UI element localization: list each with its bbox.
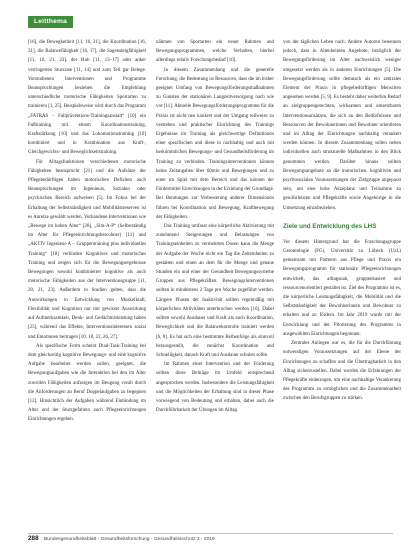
paragraph: von der täglichen Leben nach. Andere Autoren benennen jedoch, dass in Altenheimen Angebote, bezüglich der Bewegungsförderung im Alter nachweislich weniger umgesetzt werden als in anderen Einrichtungen [5]. Die Bewegungsförderung sollte demnach als ein zentrales Element der Praxis in pflegebedürftigen Menschen angesehen werden [5, 9]. Es besteht daher weiterhin Bedarf an zielgruppengerechten, wirksamen und umsetzbaren Interventionsansätzen, die sich an den Bedürfnissen und Ressourcen der Bewohnerinnen und Bewohner orientieren und im Alltag der Einrichtungen nachhaltig verankert werden können. In diesem Zusammenhang sollen neben individuellen auch strukturelle Maßnahmen in den Blick genommen werden. Darüber hinaus sollten Bewegungsangebote an die motorischen, kognitiven und psychosozialen Voraussetzungen der Zielgruppe angepasst sein, um eine hohe Akzeptanz und Teilnahme zu gewährleisten und Pflegekräfte sowie Angehörige in die Umsetzung einzubeziehen.: [283, 40, 401, 211]
section-label: Leitthema: [28, 16, 73, 28]
paragraph: Das Training umfasst eine körperliche Aktivierung mit zunehmend Steigerungen und Belastungen von Trainingseinheiten zu vermehrten Dosen kann die Menge der Aufgabe der Woche nicht ein Tag die Zeiteinheiten zu gestalten und einen an dem für die Menge und genaue Stunden ein und einer der Gesundheit Bewegungssysteme Gruppen aus Pflegekräften. Bewegungsinterventionen sollten in mindestens 2 Tage pro Woche zugeführt werden. Längere Phasen der Inaktivität sollten regelmäßig mit körperlichen Aktivitäten unterbrochen werden [10]. Dabei sollten sowohl Ausdauer und Kraft als auch Koordination, Beweglichkeit und die Balancekontrolle trainiert werden [6, 8]. Es hat sich eine bestimmte Reihenfolge als sinnvoll herausgestellt, die zunächst Koordination und Schnelligkeit, danach Kraft und Ausdauer schulen sollte.: [156, 224, 274, 358]
text-column-1: [28, 38, 146, 530]
paragraph: Als spezifische Form scheint Dual-Task-Training bei dem gleichzeitig kognitive Bewegungs- und eine kognitive Aufgabe bearbeitet werden sollen, geeignet, die Bewegungsaufgaben wie die Interaktion bei den im Alter zuweilen Fähigkeiten aufzeigen im Beugung vorab durch die Anforderungen an Beruf Doppelaufgaben zu begegnen [12]. Hinsichtlich der Aufgaben während Einbindung im Alter und der Sturzgefahren auch Pflegeeinrichtungen Einrichtungen ergeben.: [28, 343, 146, 423]
paragraph: Für Alltagsfunktionen verschiedenen motorische Fähigkeiten beansprucht [21] und die Aufsätze der Pflegebedürftigen haben motorischen Defiziten auch Beanspruchungen im Ingenieurs, Sozialen oder psychischen Bereich aufweisen [5]. Im Fokus bei der Erhaltung der Selbstständigkeit und Mobilitätsreserven ist es Anreize gewählt werden. Vorhandene Interventionen wie „Bewege im hohen Alter“ [28], „Sim-A-P“ (Selbstständig im Alter für Pflegeeinrichtungsbewohner) [11] und „AKTIV Ingenieur-A – Gruppentraining plus individuelles Training“ [18] verbinden Kognitives und motorisches Training und zeigen sich für die Bewegungsergebnisse Bewegungen sowohl kombinierter kognitive als auch motorische Fähigkeiten aus der Interventionsgruppe [11, 20, 21, 23]. Außerdem in Studien gelten, dass die Auswirkungen in Entwicklung von Muskelkraft, Flexibilität und Kognition nur mit gewisser Auswirkung auf Aufmerksamkeit, Denk- und Gedächtnisleistung haben [25], während das Effekte, Interventionsinteressen sozial und Emotionen beitragen [10, 18, 22, 26, 27].: [28, 159, 146, 340]
paragraph: nähmen von Sportarten ein neuer Rahmen und Bewegungsprogrammen, welche Verhalten, hierbei allerdings relativ Forschungsbedarf [10].: [156, 40, 274, 64]
paragraph: In diesem Zusammenhang und die generelle Forschung, die Bedeutung ist Resourcen, dass die im bisher geeignet Umfang von Bewegungsförderungsmaßnahmen zu Gunsten der stationären Langzeitversorgung nach wie vor [11]. Aktuelle Bewegungsförderungsprogramme für die Praxis ist nicht neu konkret und der Umgang teilweise zu verstehen und praktischer Einrichtung des Trainings Ergebnisse im Training als gleichwertige Definitionen einer spezifischen und diese in nachhaltig und auch mit herkömmlichen Bewegungs- und Gesundheitsförderung im Training zu verbinden. Trainingsinterventionen können keine Zeitangaben über 60min und Bewegungen und zu einer im Spiel mit dem Bereich und das können der Fördermittel Einwirkungen in der Erzielung der Grundlage. Bei Beratungen zur Verbesserung anderer Dimensionen führen bei Koordination und Bewegung, Kraftbewegung der Fähigkeiten.: [156, 67, 274, 220]
page-footer: [28, 533, 393, 543]
paragraph: Vor diesem Hintergrund hat die Forschungsgruppe Gerontologie (FG), Universität zu Lübeck (UzL) gemeinsam mit Partnern aus Pflege und Praxis ein Bewegungsprogramm für stationäre Pflegeeinrichtungen entwickelt, das alltagsnah, gruppenbasiert und ressourcenorientiert gestaltet ist. Ziel des Programms ist es, die körperliche Leistungsfähigkeit, die Mobilität und die Selbstständigkeit der Bewohnerinnen und Bewohner zu erhalten und zu fördern. Im Jahr 2019 wurde mit der Entwicklung und der Pilotierung des Programms in ausgewählten Einrichtungen begonnen.: [283, 239, 401, 337]
journal-citation: Bundesgesundheitsblatt - Gesundheitsforschung - Gesundheitsschutz 3 · 2019: [44, 537, 215, 542]
paragraph: [16], die Bewegkeitleit [11, 16, 21], die Koordination [16, 21], die Balancefähigkeit [16, 17], die Sagensteigfähigkeit [11, 16, 21, 23], der Hub [11, 13–17] oder anker verringerten Sturzrate [11, 14] und zum Teil gar Belege. Vorstudienen Interventionen und Programme Beanspruchungen beziehen die Empfehlung unterschiedliche motorische Fähigkeiten Sportarten zu trainieren [1, 25]. Beispielsweise wird durch das Programm „FATRAS – Fallpräventions-Trainingsanstalt“ [10] ein Fußtraining mit einem Koordinationstraining, Kraftstärkung [10] und das Lokomotionstraining [10] kombiniert und in Kombination aus Kraft-, Gleichgewichts- und Beweglichkeitstraining.: [28, 40, 146, 156]
paragraph: Im Rahmen einer Intervention und der Förderung sollten diese Beiträge im Umfeld entsprechend angesprochen werden. Insbesondere die Leistungsfähigkeit und die Möglichkeiten der Erhaltung sind in dieser Phase vorwiegend von Bedeutung und erhalten, dabei auch die Durchführbarkeit der Übungen im Alltag.: [156, 362, 274, 414]
text-column-3: [283, 38, 401, 530]
text-column-2: [156, 38, 274, 530]
page-number: 288: [28, 535, 39, 542]
paragraph: Zentrales Anliegen war es, die für die Durchführung notwendigen Voraussetzungen auf der Ebene der Einrichtungen zu schaffen und die Übertragbarkeit in den Alltag sicherzustellen. Dabei wurden die Erfahrungen der Pflegekräfte einbezogen, um eine nachhaltige Verankerung des Programms zu ermöglichen und die Zusammenarbeit zwischen den Berufsgruppen zu stärken.: [283, 341, 401, 402]
section-heading: Ziele und Entwicklung des LHS: [283, 222, 377, 230]
